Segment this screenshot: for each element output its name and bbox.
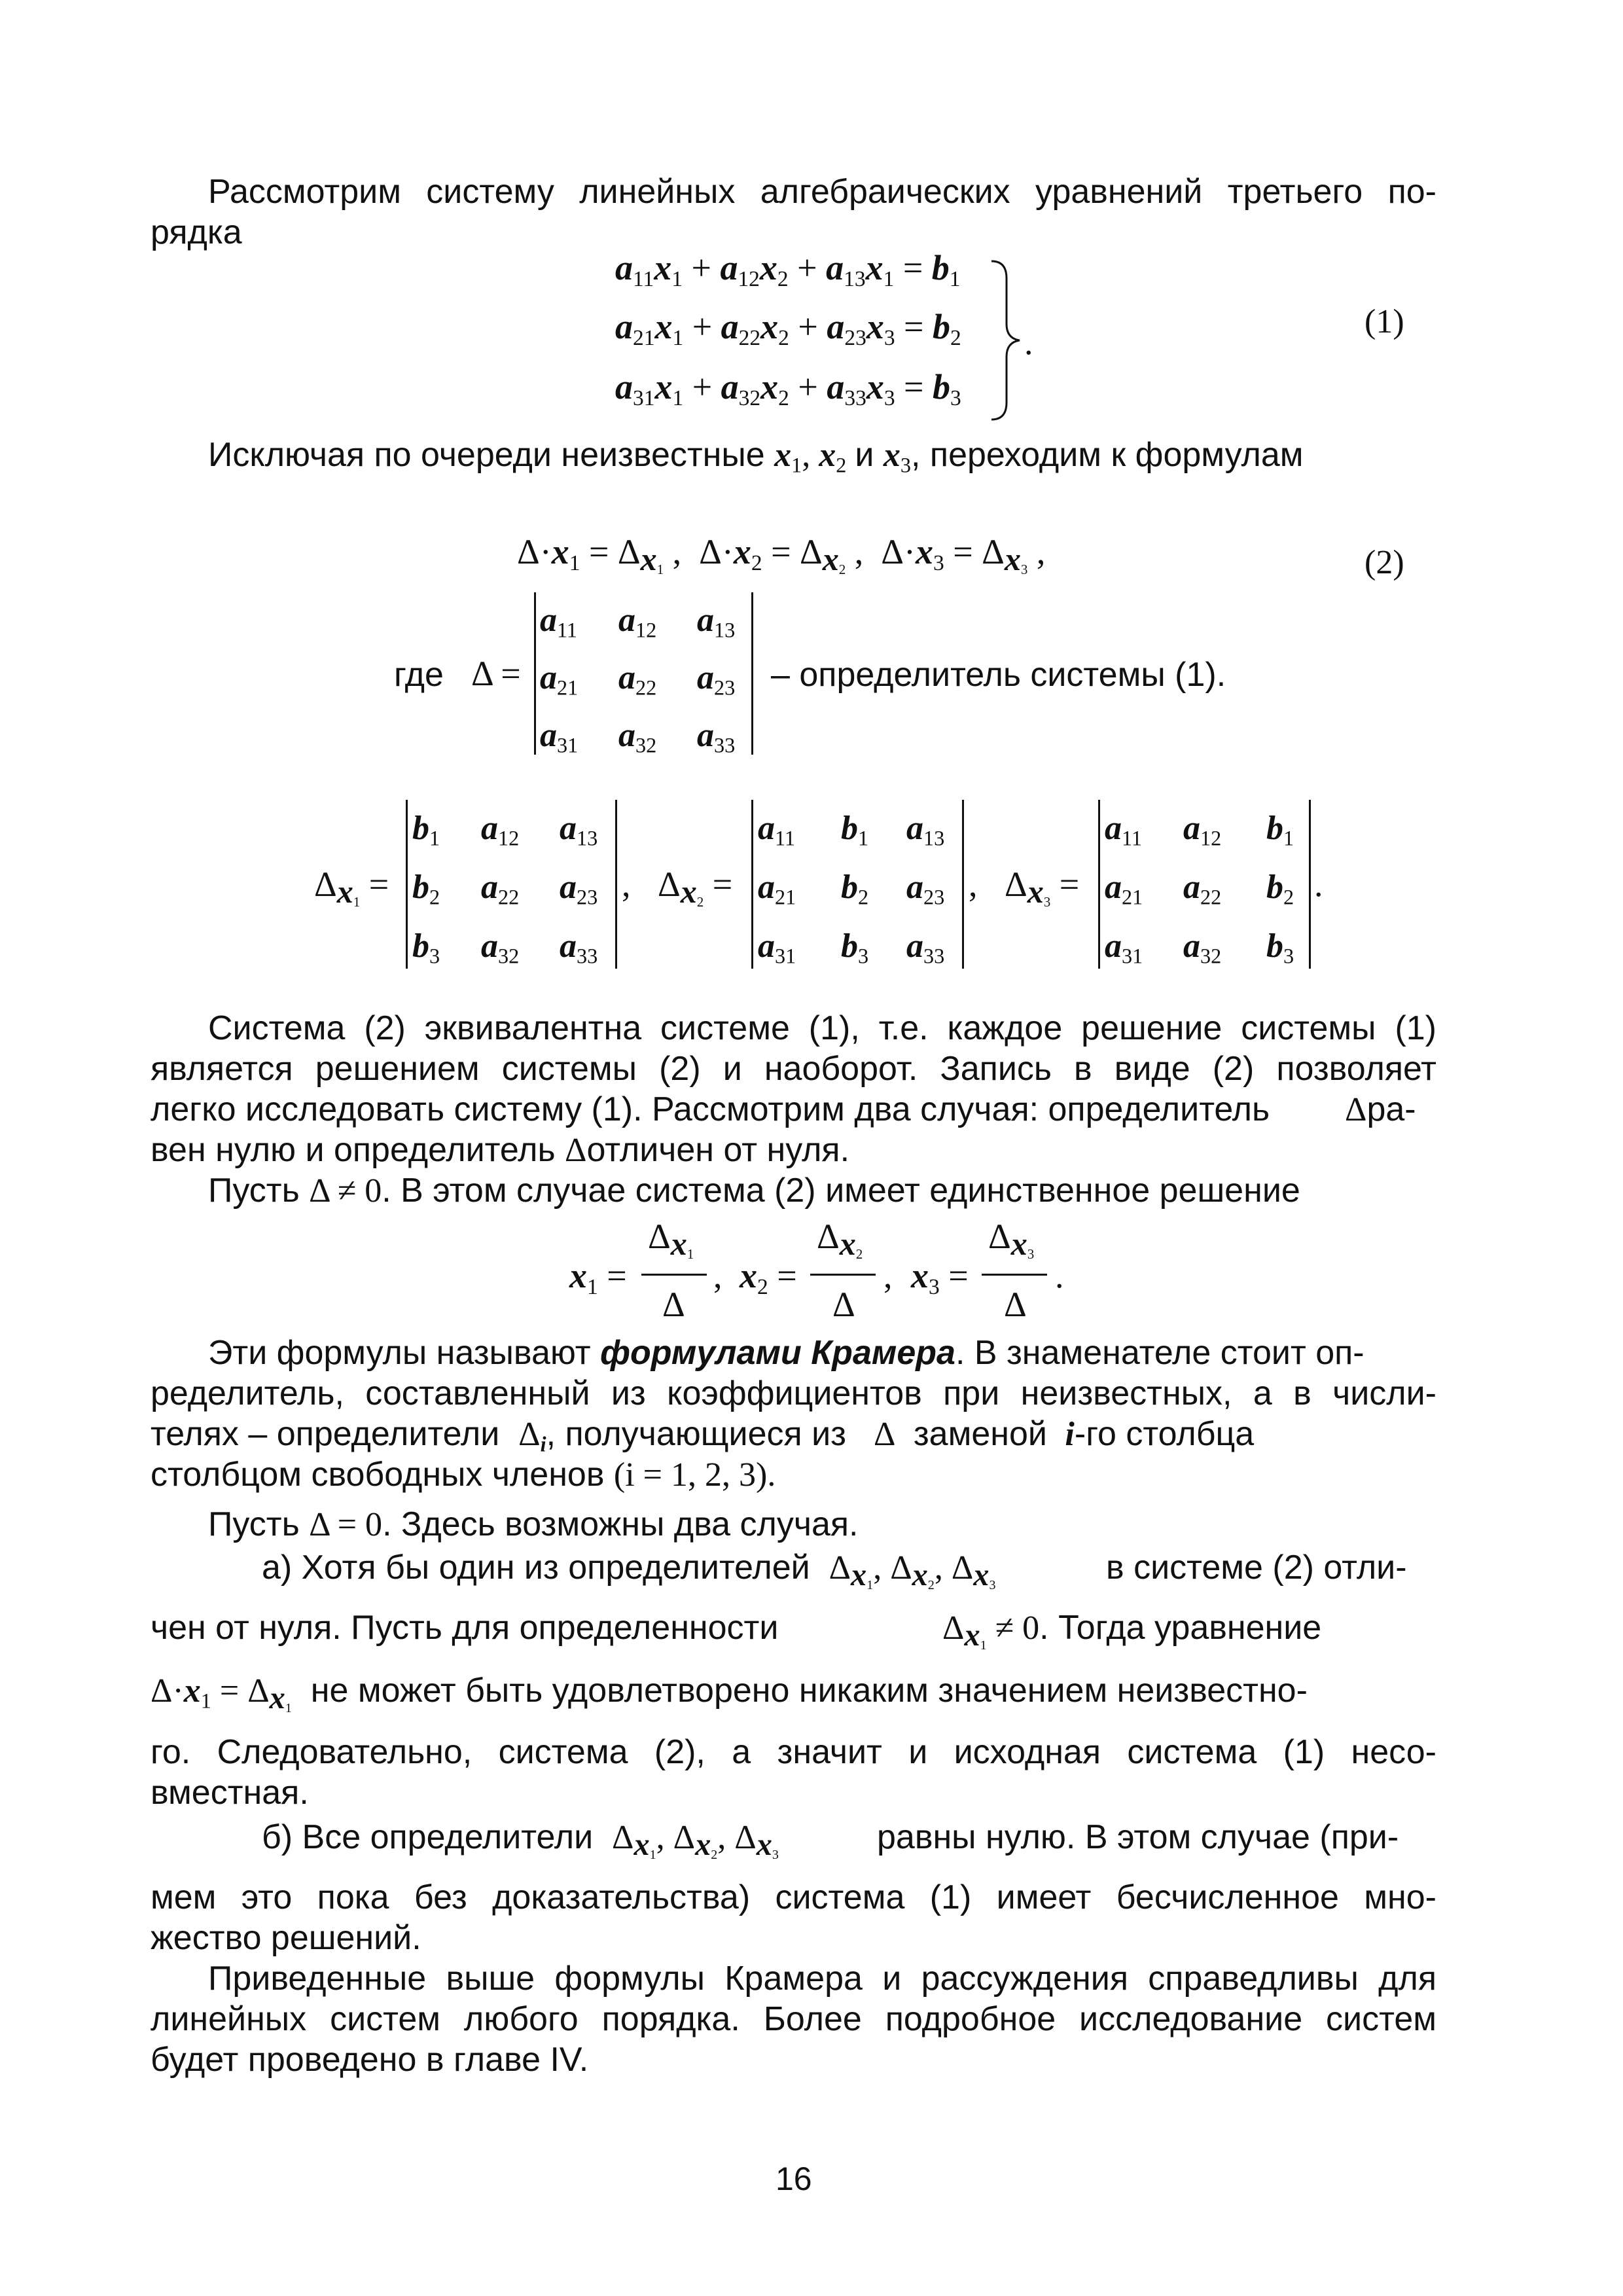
equation-2: $\Delta\cdot x_1 = \Delta_{x_1}$ , $\Delta\cdot x_2 = \Delta_{x_2}$ , $\Delta\cdot x_3 = \Delta_{x_3}$ , — [517, 532, 1046, 578]
paragraph-line: столбцом свободных членов (i = 1, 2, 3). — [151, 1456, 776, 1494]
paragraph-line: рядка — [151, 213, 242, 251]
paragraph-line: б) Все определители $\Delta_{x_1}$, $\Delta_{x_2}$, $\Delta_{x_3}$ — [262, 1818, 779, 1862]
paragraph-line: вен нулю и определитель Δотличен от нуля. — [151, 1131, 850, 1169]
label-where: где — [394, 656, 444, 694]
brace-icon — [988, 259, 1027, 422]
paragraph-line: Приведенные выше формулы Крамера и рассуждения справедливы для — [208, 1960, 1436, 1998]
delta-symbol: Δ = — [471, 654, 521, 693]
paragraph-line: Система (2) эквивалентна системе (1), т.е. каждое решение системы (1) — [208, 1009, 1436, 1047]
determinant-bar — [534, 592, 536, 755]
paragraph-line: Эти формулы называют формулами Крамера. В знаменателе стоит оп- — [208, 1334, 1364, 1372]
paragraph-line: будет проведено в главе IV. — [151, 2041, 589, 2079]
paragraph-line: жество решений. — [151, 1919, 421, 1957]
paragraph-line: линейных систем любого порядка. Более подробное исследование систем — [151, 2000, 1436, 2038]
paragraph-line: легко исследовать систему (1). Рассмотрим два случая: определитель — [151, 1090, 1270, 1128]
determinant-description: – определитель системы (1). — [771, 656, 1226, 694]
page-number: 16 — [776, 2161, 812, 2197]
paragraph-line: мем это пока без доказательства) система (1) имеет бесчисленное мно- — [151, 1878, 1436, 1916]
paragraph-line: го. Следовательно, система (2), а значит и исходная система (1) несо- — [151, 1733, 1436, 1771]
paragraph-line: в системе (2) отли- — [1106, 1549, 1407, 1587]
paragraph-line: телях – определители $\Delta_i$, получающиеся из Δ заменой i-го столбца — [151, 1415, 1255, 1456]
paragraph-line: вместная. — [151, 1774, 309, 1812]
paragraph-line: равны нулю. В этом случае (при- — [877, 1818, 1399, 1856]
paragraph-line: а) Хотя бы один из определителей $\Delta_{x_1}$, $\Delta_{x_2}$, $\Delta_{x_3}$ — [262, 1549, 996, 1592]
equation-label: (2) — [1364, 544, 1404, 581]
determinant-bar — [751, 592, 753, 755]
paragraph-line: $\Delta_{x_1} \ne 0$. Тогда уравнение — [942, 1609, 1322, 1653]
paragraph-line: Пусть Δ = 0. Здесь возможны два случая. — [208, 1505, 859, 1543]
paragraph-line: Пусть Δ ≠ 0. В этом случае система (2) имеет единственное решение — [208, 1172, 1300, 1210]
paragraph-line: Рассмотрим систему линейных алгебраических уравнений третьего по- — [208, 173, 1436, 211]
cramer-term: формулами Крамера — [600, 1334, 955, 1372]
paragraph-line: чен от нуля. Пусть для определенности — [151, 1609, 779, 1647]
paragraph-line: является решением системы (2) и наоборот. Запись в виде (2) позволяет — [151, 1050, 1436, 1088]
paragraph-line: $\Delta\cdot x_1 = \Delta_{x_1}$ не может быть удовлетворено никаким значением неизвестно- — [151, 1672, 1308, 1715]
paragraph-line: Δра- — [1345, 1090, 1416, 1128]
equation-label: (1) — [1364, 303, 1404, 340]
document-page: Рассмотрим систему линейных алгебраических уравнений третьего по- рядка $a_{11}x_1 + a_{12}x_2 + a_{13}x_1 = b_1$ $a_{21}x_1 + a_{22}x_2 + a_{23}x_3 = b_2$ $a_{31}x_1 + a_{32}x_2 + a_{33}x_3 = b_3$ . (1) Исключая по очереди неизвестные $x_1$, $x_2$ и $x_3$, переходим к формулам $\Delta\cdot x_1 = \Delta_{x_1}$ , $\Delta\cdot x_2 = \Delta_{x_2}$ , $\Delta\cdot x_3 = \Delta_{x_3}$ , (2) где Δ = $a_{11}$ $a_{12}$ $a_{13}$ $a_{21}$ $a_{22}$ $a_{23}$ $a_{31}$ $a_{32}$ $a_{33}$ – определитель системы (1). $\Delta_{x_1}$ = $b_1$ $a_{12}$ $a_{13}$ $b_2$ $a_{22}$ $a_{23}$ $b_3$ $a_{32}$ $a_{33}$ , $\Delta_{x_2}$ = $a_{11}$ $b_1$ $a_{13}$ $a_{21}$ $b_2$ $a_{23}$ $a_{31}$ $b_3$ $a_{33}$ , $\Delta_{x_3}$ = $a_{11}$ $a_{12}$ $b_1$ $a_{21}$ $a_{22}$ $b_2$ $a_{31}$ $a_{32}$ $b_3$ . Система (2) эквивалентна системе (1), т.е. каждое решение системы (1) является решением системы (2) и наоборот. Запись в виде (2) позволяет легко исследовать систему (1). Рассмотрим два случая: определитель Δра- вен нулю и определитель Δотличен от нуля. Пусть Δ ≠ 0. В этом случае система (2) имеет единственное решение $x_1$ = $\Delta_{x_1}$ Δ , $x_2$ = $\Delta_{x_2}$ Δ , $x_3$ = $\Delta_{x_3}$ Δ . Эти формулы называют формулами Крамера. В знаменателе стоит оп- ределитель, составленный из коэффициентов при неизвестных, а в числи- телях – определители $\Delta_i$, получающиеся из Δ заменой i-го столбца столбцом свободных членов (i = 1, 2, 3). Пусть Δ = 0. Здесь возможны два случая. а) Хотя бы один из определителей $\Delta_{x_1}$, $\Delta_{x_2}$, $\Delta_{x_3}$ в системе (2) отли- чен от нуля. Пусть для определенности $\Delta_{x_1} \ne 0$. Тогда уравнение $\Delta\cdot x_1 = \Delta_{x_1}$ не может быть удовлетворено никаким значением неизвестно- го. Следовательно, система (2), а значит и исходная система (1) несо- вместная. б) Все определители $\Delta_{x_1}$, $\Delta_{x_2}$, $\Delta_{x_3}$ равны нулю. В этом случае (при- мем это пока без доказательства) система (1) имеет бесчисленное мно- жество решений. Приведенные выше формулы Крамера и рассуждения справедливы для линейных систем любого порядка. Более подробное исследование систем будет проведено в главе IV. 16 — [0, 0, 1623, 2296]
paragraph-line: ределитель, составленный из коэффициентов при неизвестных, а в числи- — [151, 1374, 1436, 1412]
paragraph-line: Исключая по очереди неизвестные $x_1$, $x_2$ и $x_3$, переходим к формулам — [208, 436, 1304, 477]
